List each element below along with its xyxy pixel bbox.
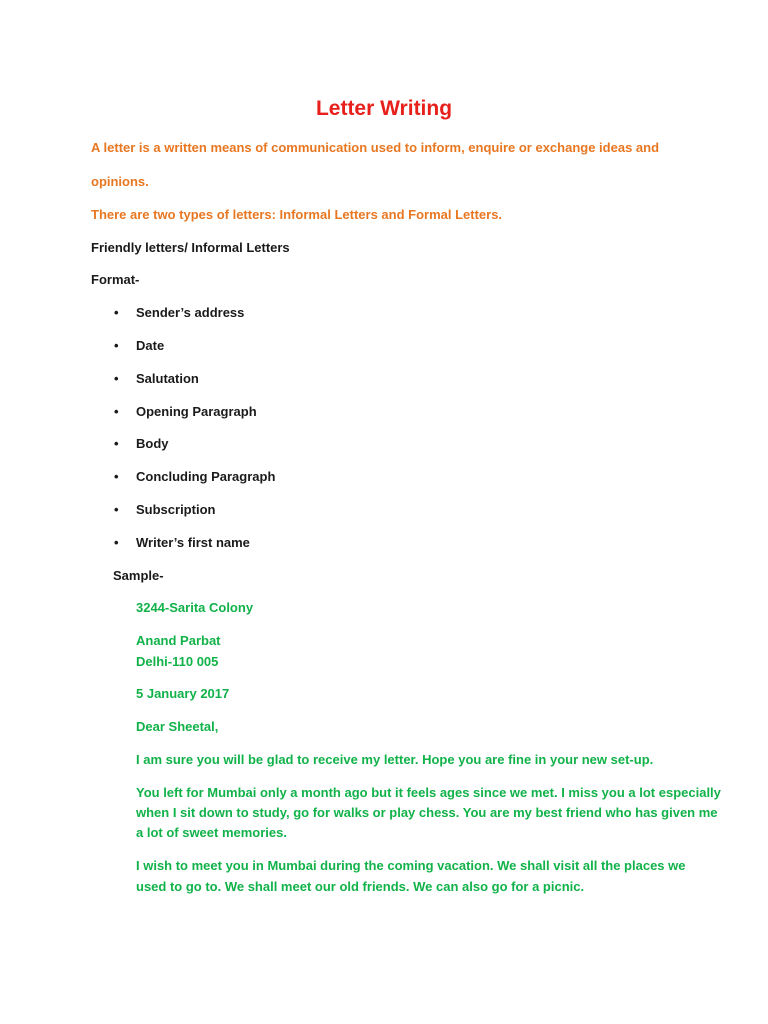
format-label: Format- <box>91 272 140 287</box>
sample-address-line-3: Delhi-110 005 <box>136 654 219 669</box>
list-item <box>114 404 257 420</box>
list-item <box>114 469 275 485</box>
intro-line-1: A letter is a written means of communication used to inform, enquire or exchange ideas and <box>91 140 660 155</box>
sample-address-line-2: Anand Parbat <box>136 633 221 648</box>
sample-salutation: Dear Sheetal, <box>136 719 219 734</box>
list-item <box>114 535 250 551</box>
sample-paragraph-2-line-3: a lot of sweet memories. <box>136 825 287 840</box>
intro-line-2: opinions. <box>91 174 149 189</box>
page-title: Letter Writing <box>315 97 453 120</box>
sample-label: Sample- <box>113 568 164 583</box>
bullet-icon: • <box>114 436 119 451</box>
list-item-label: Sender’s address <box>136 305 245 320</box>
list-item-label: Subscription <box>136 502 216 517</box>
list-item-label: Opening Paragraph <box>136 404 257 419</box>
sample-paragraph-2-line-1: You left for Mumbai only a month ago but it feels ages since we met. I miss you a lot especially <box>136 785 721 800</box>
list-item <box>114 436 169 452</box>
bullet-icon: • <box>114 535 119 550</box>
sample-paragraph-1: I am sure you will be glad to receive my letter. Hope you are fine in your new set-up. <box>136 752 654 767</box>
sample-paragraph-3-line-1: I wish to meet you in Mumbai during the coming vacation. We shall visit all the places we <box>136 858 686 873</box>
bullet-icon: • <box>114 371 119 386</box>
sample-address-line-1: 3244-Sarita Colony <box>136 600 254 615</box>
bullet-icon: • <box>114 305 119 320</box>
bullet-icon: • <box>114 404 119 419</box>
section-heading: Friendly letters/ Informal Letters <box>91 240 290 255</box>
list-item <box>114 305 244 321</box>
list-item <box>114 338 164 354</box>
sample-paragraph-2-line-2: when I sit down to study, go for walks or play chess. You are my best friend who has given me <box>136 805 718 820</box>
bullet-icon: • <box>114 338 119 353</box>
list-item-label: Body <box>136 436 169 451</box>
sample-date: 5 January 2017 <box>136 686 230 701</box>
types-line: There are two types of letters: Informal Letters and Formal Letters. <box>91 207 503 222</box>
bullet-icon: • <box>114 502 119 517</box>
list-item-label: Date <box>136 338 165 353</box>
sample-paragraph-3-line-2: used to go to. We shall meet our old friends. We can also go for a picnic. <box>136 879 585 894</box>
list-item <box>114 371 199 387</box>
bullet-icon: • <box>114 469 119 484</box>
list-item-label: Concluding Paragraph <box>136 469 276 484</box>
list-item <box>114 502 215 518</box>
list-item-label: Writer’s first name <box>136 535 250 550</box>
list-item-label: Salutation <box>136 371 199 386</box>
